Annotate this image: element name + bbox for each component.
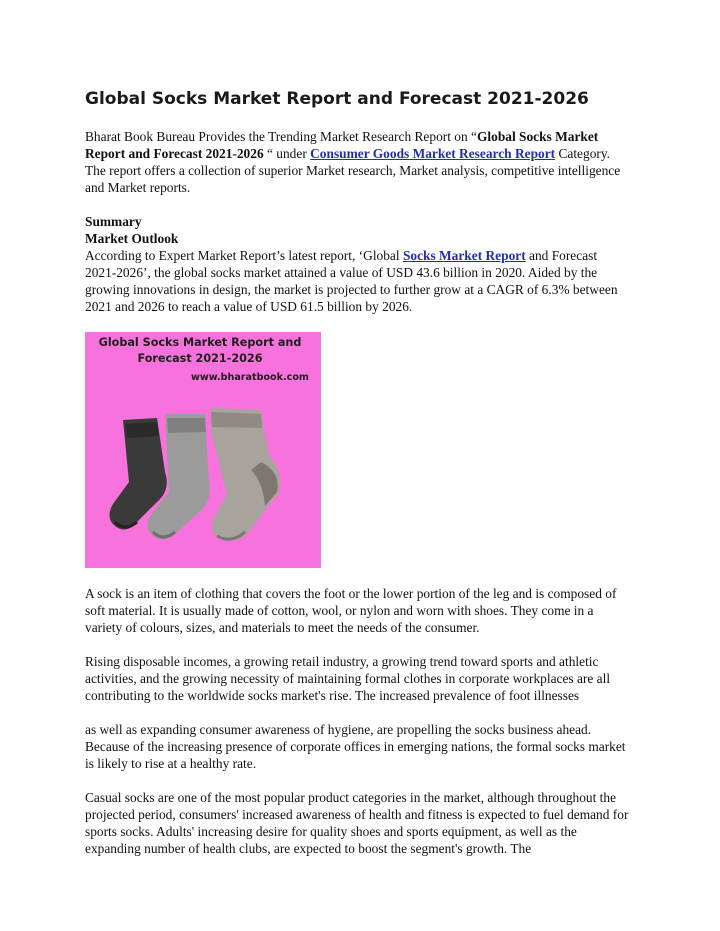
intro-text: “ under xyxy=(263,146,311,161)
image-title: Global Socks Market Report and Forecast 2021-2026 xyxy=(98,336,302,365)
summary-heading: Summary xyxy=(85,214,142,229)
consumer-goods-link[interactable]: Consumer Goods Market Research Report xyxy=(310,146,556,161)
body-paragraph-3: as well as expanding consumer awareness of hygiene, are propelling the socks business ahead. Because of the increasing presence of corporate offices in emerging nations, the formal socks market is likely to rise at a healthy rate. xyxy=(85,722,626,771)
body-paragraph-1: A sock is an item of clothing that covers the foot or the lower portion of the leg and is composed of soft material. It is usually made of cotton, wool, or nylon and worn with shoes. They come in a variety of colours, sizes, and materials to meet the needs of the consumer. xyxy=(85,586,617,635)
socks-market-report-link[interactable]: Socks Market Report xyxy=(402,248,526,263)
outlook-text: According to Expert Market Report’s latest report, ‘Global xyxy=(85,248,403,263)
intro-paragraph xyxy=(85,128,630,196)
report-name: Global Socks Market Report and Forecast 2021-2026 xyxy=(85,129,599,161)
market-outlook-heading: Market Outlook xyxy=(85,231,179,246)
document-title: Global Socks Market Report and Forecast 2021-2026 xyxy=(85,89,589,109)
intro-text: Bharat Book Bureau Provides the Trending Market Research Report on “ xyxy=(85,129,477,144)
body-paragraph-2: Rising disposable incomes, a growing retail industry, a growing trend toward sports and athletic activities, and the growing necessity of maintaining formal clothes in corporate workplaces are all contributing to the worldwide socks market's rise. The increased prevalence of foot illnesses xyxy=(85,654,611,703)
outlook-text: and Forecast 2021-2026’, the global socks market attained a value of USD 43.6 billion in 2020. Aided by the growing innovations in design, the market is projected to further grow at a CAGR of 6.3% between 2021 and 2026 to reach a value of USD 61.5 billion by 2026. xyxy=(85,248,618,314)
socks-illustration xyxy=(85,332,321,568)
body-paragraph-4: Casual socks are one of the most popular product categories in the market, although throughout the projected period, consumers' increased awareness of health and fitness is expected to fuel demand for sports socks. Adults' increasing desire for quality shoes and sports equipment, as well as the expanding number of health clubs, are expected to boost the segment's growth. The xyxy=(85,790,629,856)
document-page xyxy=(85,88,630,857)
outlook-paragraph xyxy=(85,247,630,315)
image-url: www.bharatbook.com xyxy=(191,372,309,383)
intro-text: Category. The report offers a collection of superior Market research, Market analysis, competitive intelligence and Market reports. xyxy=(85,146,621,195)
socks-promo-image xyxy=(85,332,321,568)
